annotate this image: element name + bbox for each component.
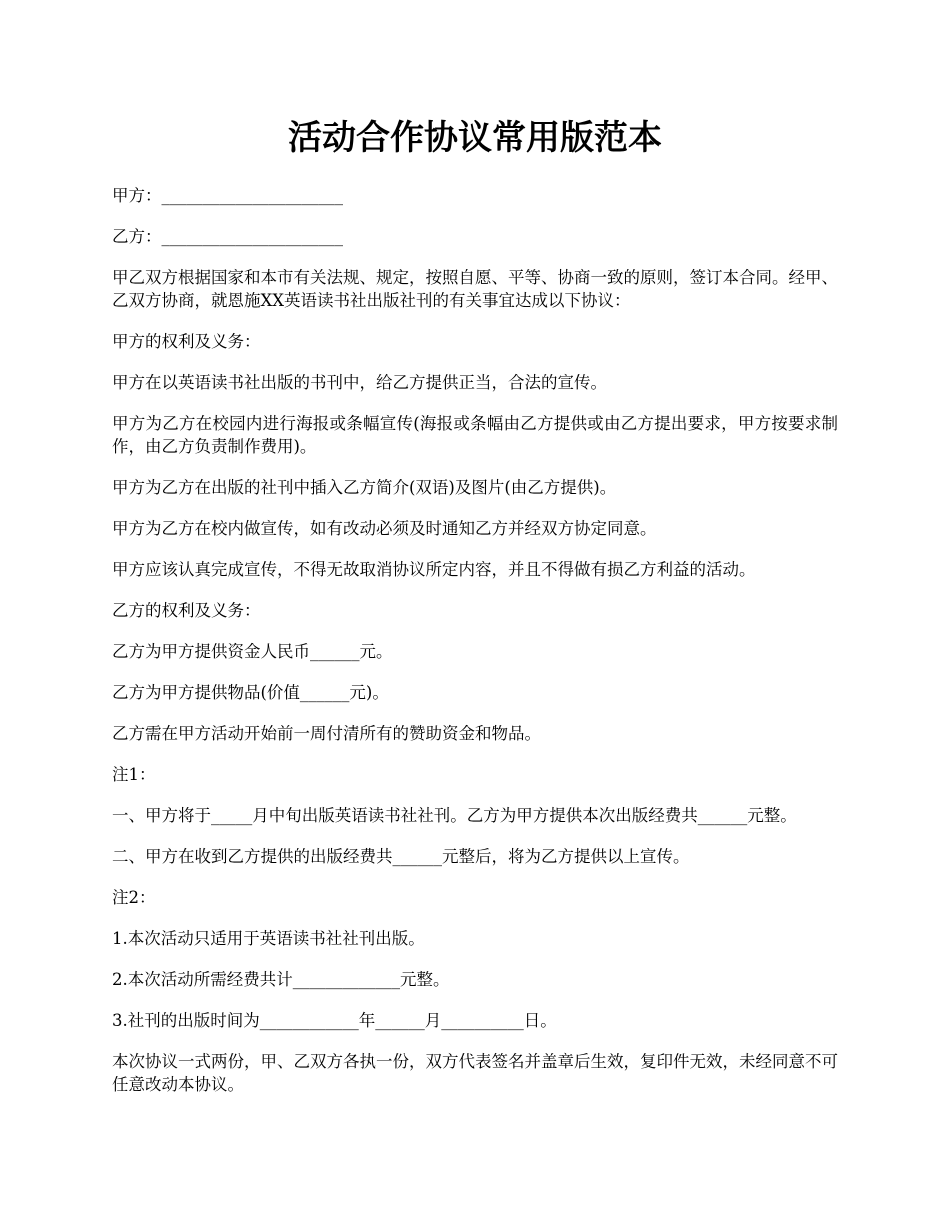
party-a-clause-2: 甲方为乙方在校园内进行海报或条幅宣传(海报或条幅由乙方提供或由乙方提出要求，甲方按要求制作，由乙方负责制作费用)。 (112, 414, 838, 456)
note-1-item-1: 一、甲方将于_____月中旬出版英语读书社社刊。乙方为甲方提供本次出版经费共______元整。 (112, 806, 797, 825)
note-2-heading: 注2： (112, 888, 156, 907)
party-a-clause-1: 甲方在以英语读书社出版的书刊中，给乙方提供正当，合法的宣传。 (112, 373, 607, 392)
party-a-clause-3: 甲方为乙方在出版的社刊中插入乙方简介(双语)及图片(由乙方提供)。 (112, 478, 617, 497)
party-b-clause-1: 乙方为甲方提供资金人民币______元。 (112, 642, 393, 661)
party-a-line: 甲方：______________________ (112, 186, 343, 205)
party-b-clause-3: 乙方需在甲方活动开始前一周付清所有的赞助资金和物品。 (112, 724, 541, 743)
note-2-item-1: 1.本次活动只适用于英语读书社社刊出版。 (112, 929, 425, 948)
party-b-clause-2: 乙方为甲方提供物品(价值______元)。 (112, 683, 389, 702)
document-title: 活动合作协议常用版范本 (288, 118, 662, 158)
party-b-rights-heading: 乙方的权利及义务： (112, 601, 261, 620)
note-1-heading: 注1： (112, 765, 156, 784)
party-b-line: 乙方：______________________ (112, 227, 343, 246)
party-a-rights-heading: 甲方的权利及义务： (112, 332, 261, 351)
closing-paragraph: 本次协议一式两份，甲、乙双方各执一份，双方代表签名并盖章后生效，复印件无效，未经同意不可任意改动本协议。 (112, 1052, 838, 1094)
preamble-paragraph: 甲乙双方根据国家和本市有关法规、规定，按照自愿、平等、协商一致的原则，签订本合同。经甲、乙双方协商，就恩施XX英语读书社出版社刊的有关事宜达成以下协议： (112, 268, 838, 310)
party-a-clause-4: 甲方为乙方在校内做宣传，如有改动必须及时通知乙方并经双方协定同意。 (112, 519, 657, 538)
note-2-item-3: 3.社刊的出版时间为____________年______月__________日。 (112, 1011, 557, 1030)
note-2-item-2: 2.本次活动所需经费共计_____________元整。 (112, 970, 450, 989)
party-a-clause-5: 甲方应该认真完成宣传，不得无故取消协议所定内容，并且不得做有损乙方利益的活动。 (112, 560, 756, 579)
note-1-item-2: 二、甲方在收到乙方提供的出版经费共______元整后，将为乙方提供以上宣传。 (112, 847, 690, 866)
